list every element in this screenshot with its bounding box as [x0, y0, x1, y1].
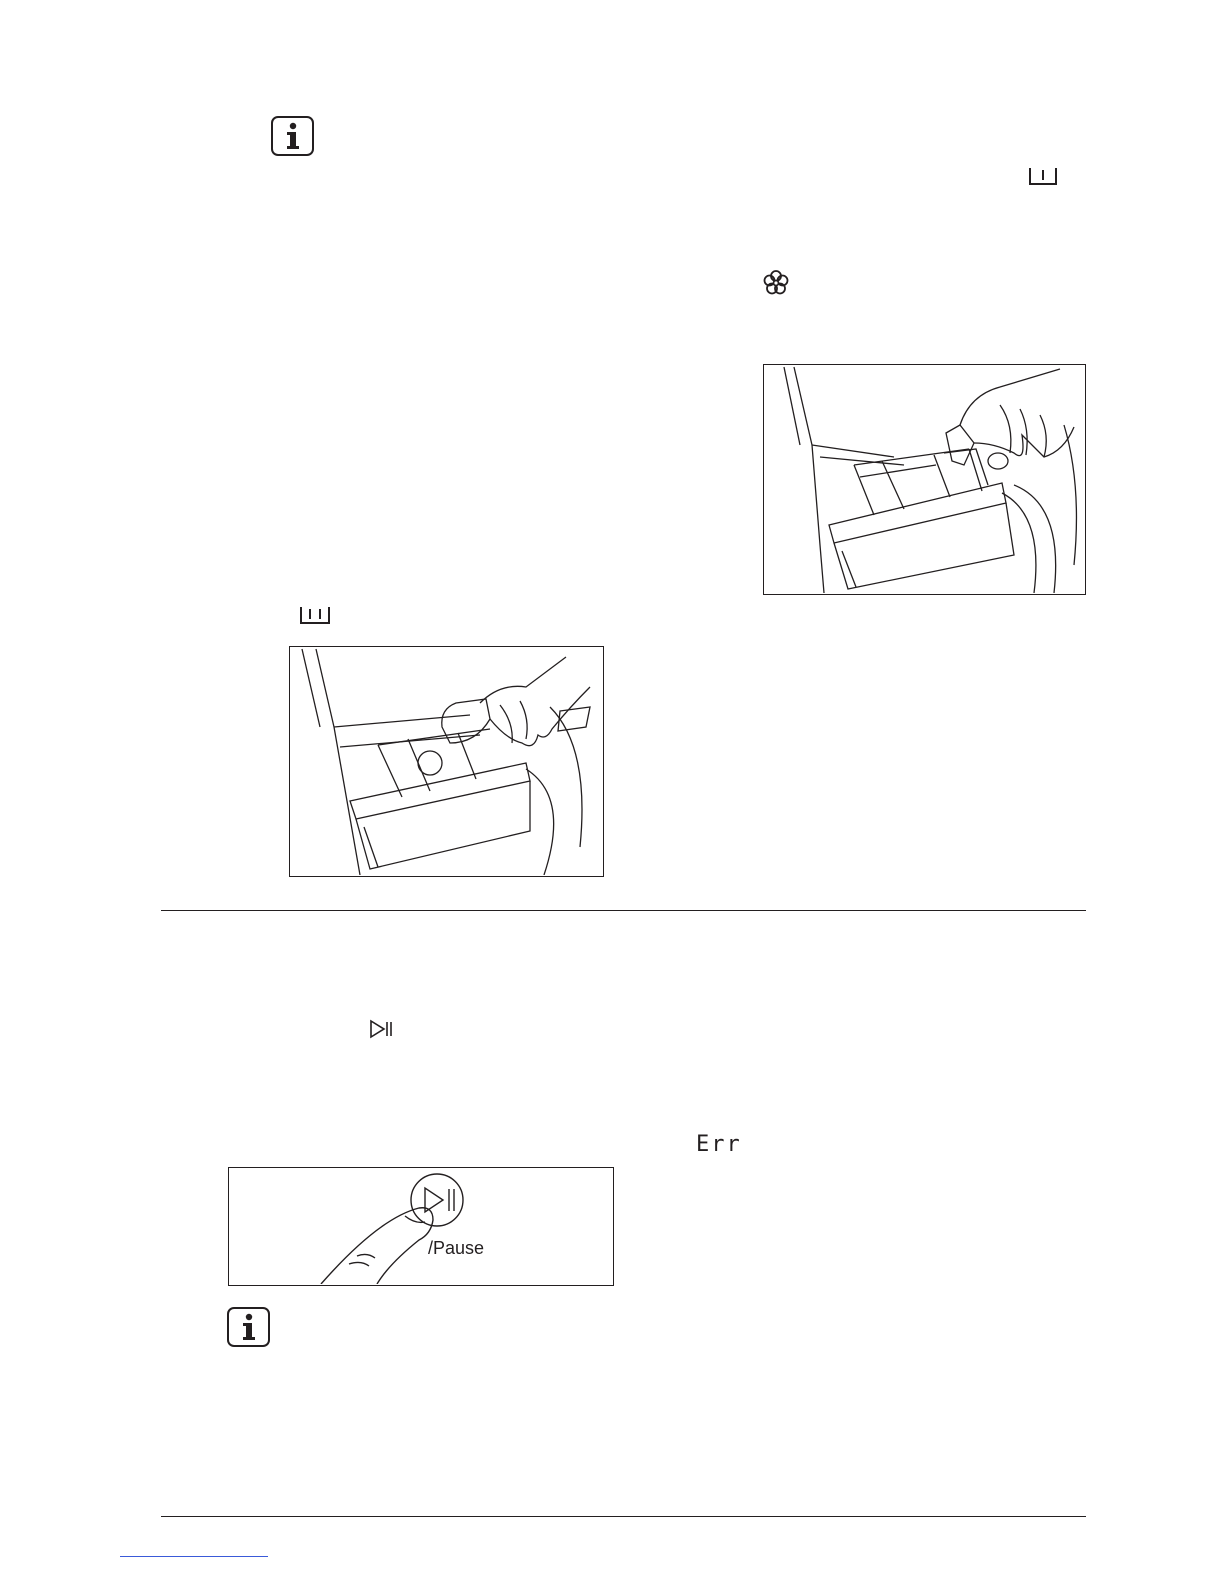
- info-icon: [227, 1307, 270, 1347]
- detergent-drawer-illustration-powder: [289, 646, 604, 877]
- main-wash-compartment-icon: [299, 605, 331, 625]
- section-divider: [161, 910, 1086, 911]
- prewash-compartment-icon: [1028, 166, 1058, 186]
- footer-link[interactable]: [120, 1556, 268, 1557]
- footer-divider: [161, 1516, 1086, 1517]
- start-pause-button-illustration: [228, 1167, 614, 1286]
- start-pause-icon: [368, 1019, 394, 1039]
- pause-label: /Pause: [428, 1238, 485, 1258]
- info-icon: [271, 116, 314, 156]
- detergent-drawer-illustration-liquid: [763, 364, 1086, 595]
- error-code-display: Err: [696, 1132, 742, 1157]
- flower-softener-icon: [762, 269, 790, 297]
